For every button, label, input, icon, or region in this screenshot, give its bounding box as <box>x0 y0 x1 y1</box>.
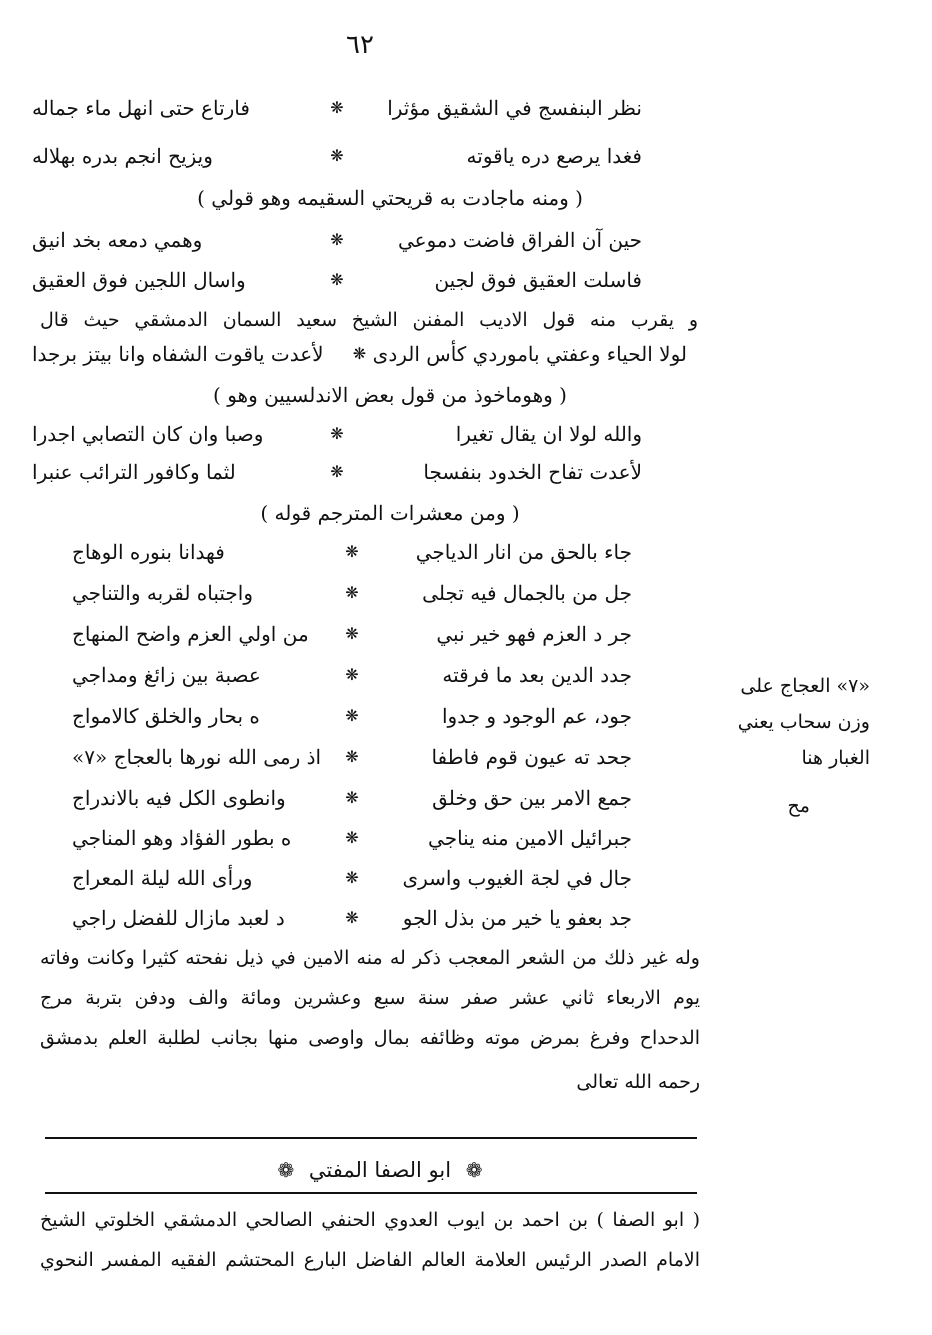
verse-separator: ❋ <box>345 788 359 807</box>
page-number: ٦٢ <box>346 30 374 60</box>
hemistich-first: لأعدت تفاح الخدود بنفسجا <box>423 460 642 484</box>
verse-separator: ❋ <box>330 424 344 443</box>
hemistich-second: ورأى الله ليلة المعراج <box>72 866 253 890</box>
section-title <box>180 1150 580 1190</box>
prose-line: رحمه الله تعالى <box>576 1071 700 1093</box>
verse-separator: ❋ <box>330 462 344 481</box>
verse-line <box>72 614 632 654</box>
verse-line <box>32 334 687 374</box>
verse-line <box>32 260 642 300</box>
divider-rule <box>45 1192 697 1194</box>
verse-line <box>72 532 632 572</box>
hemistich-first: جد بعفو يا خير من بذل الجو <box>402 906 632 930</box>
hemistich-second: لأعدت ياقوت الشفاه وانا بيتز برجدا <box>32 342 324 366</box>
hemistich-second: وهمي دمعه بخد انيق <box>32 228 203 252</box>
hemistich-first: لولا الحياء وعفتي باموردي كأس الردى <box>372 342 687 366</box>
section-heading: ( ومنه ماجادت به قريحتي السقيمه وهو قولي ) <box>197 186 583 210</box>
verse-separator: ❋ <box>345 908 359 927</box>
hemistich-first: جل من بالجمال فيه تجلى <box>422 581 632 605</box>
prose-line: يوم الاربعاء ثاني عشر صفر سنة سبع وعشرين ومائة والف ودفن بتربة مرج <box>40 987 700 1009</box>
verse-line <box>72 655 632 695</box>
verse-separator: ❋ <box>345 665 359 684</box>
verse-line <box>32 88 642 128</box>
margin-note <box>725 668 870 824</box>
hemistich-second: اذ رمى الله نورها بالعجاج «٧» <box>72 745 322 769</box>
hemistich-second: ه بحار والخلق كالامواج <box>72 704 260 728</box>
hemistich-first: جال في لجة الغيوب واسرى <box>402 866 632 890</box>
verse-line <box>32 220 642 260</box>
verse-separator: ❋ <box>330 230 344 249</box>
margin-note-line: الغبار هنا <box>801 747 870 769</box>
verse-separator: ❋ <box>330 98 344 117</box>
verse-separator: ❋ <box>345 706 359 725</box>
margin-note-line: وزن سحاب يعني <box>737 711 870 733</box>
prose-line: الامام الصدر الرئيس العلامة العالم الفاضل البارع المحتشم الفقيه المفسر النحوي <box>40 1249 700 1271</box>
section-heading: ( وهوماخوذ من قول بعض الاندلسيين وهو ) <box>213 383 567 407</box>
hemistich-second: واجتباه لقربه والتناجي <box>72 581 253 605</box>
prose-line: وله غير ذلك من الشعر المعجب ذكر له منه الامين في ذيل نفحته كثيرا وكانت وفاته <box>40 947 700 969</box>
hemistich-second: وصبا وان كان التصابي اجدرا <box>32 422 264 446</box>
hemistich-second: د لعبد مازال للفضل راجي <box>72 906 285 930</box>
section-title-text: ابو الصفا المفتي <box>308 1158 452 1182</box>
hemistich-first: جبرائيل الامين منه يناجي <box>428 826 632 850</box>
hemistich-second: فارتاع حتى انهل ماء جماله <box>32 96 250 120</box>
hemistich-first: جمع الامر بين حق وخلق <box>432 786 632 810</box>
ornament-icon: ❁ <box>277 1158 295 1182</box>
verse-separator: ❋ <box>345 542 359 561</box>
verse-separator: ❋ <box>345 624 359 643</box>
prose-line: و يقرب منه قول الاديب المفنن الشيخ سعيد السمان الدمشقي حيث قال <box>40 309 698 331</box>
ornament-icon: ❁ <box>465 1158 483 1182</box>
verse-line <box>32 452 642 492</box>
hemistich-first: حين آن الفراق فاضت دموعي <box>397 228 642 252</box>
hemistich-first: جر د العزم فهو خير نبي <box>436 622 632 646</box>
hemistich-first: فاسلت العقيق فوق لجين <box>434 268 642 292</box>
hemistich-second: ه بطور الفؤاد وهو المناجي <box>72 826 292 850</box>
prose-line: الدحداح وفرغ بمرض موته وظائفه بمال واوصى منها بجانب لطلبة العلم بدمشق <box>40 1027 700 1049</box>
verse-separator: ❋ <box>330 146 344 165</box>
hemistich-first: جود، عم الوجود و جدوا <box>441 704 632 728</box>
verse-line <box>72 858 632 898</box>
hemistich-first: والله لولا ان يقال تغيرا <box>455 422 642 446</box>
hemistich-second: عصبة بين زائغ ومداجي <box>72 663 261 687</box>
margin-note-line: «٧» العجاج على <box>740 675 870 697</box>
hemistich-second: ويزيح انجم بدره بهلاله <box>32 144 213 168</box>
verse-line <box>72 818 632 858</box>
verse-line <box>72 573 632 613</box>
verse-separator: ❋ <box>345 828 359 847</box>
prose-line: ( ابو الصفا ) بن احمد بن ايوب العدوي الحنفي الصالحي الدمشقي الخلوتي الشيخ <box>40 1209 700 1231</box>
verse-line <box>32 414 642 454</box>
hemistich-second: واسال اللجين فوق العقيق <box>32 268 246 292</box>
verse-separator: ❋ <box>345 868 359 887</box>
verse-separator: ❋ <box>330 270 344 289</box>
verse-line <box>72 778 632 818</box>
hemistich-first: جاء بالحق من انار الدياجي <box>415 540 632 564</box>
verse-line <box>72 898 632 938</box>
hemistich-second: لثما وكافور الترائب عنبرا <box>32 460 236 484</box>
verse-line <box>72 696 632 736</box>
verse-separator: ❋ <box>352 344 367 363</box>
hemistich-first: جحد ته عيون قوم فاطفا <box>431 745 632 769</box>
margin-note-signature: مح <box>787 795 810 817</box>
hemistich-second: فهدانا بنوره الوهاج <box>72 540 225 564</box>
hemistich-second: من اولي العزم واضح المنهاج <box>72 622 309 646</box>
section-heading: ( ومن معشرات المترجم قوله ) <box>260 501 520 525</box>
hemistich-second: وانطوى الكل فيه بالاندراج <box>72 786 286 810</box>
verse-separator: ❋ <box>345 583 359 602</box>
hemistich-first: جدد الدين بعد ما فرقته <box>442 663 632 687</box>
verse-line <box>72 737 632 777</box>
verse-line <box>32 136 642 176</box>
verse-separator: ❋ <box>345 747 359 766</box>
hemistich-first: نظر البنفسج في الشقيق مؤثرا <box>387 96 642 120</box>
hemistich-first: فغدا يرصع دره ياقوته <box>466 144 642 168</box>
divider-rule <box>45 1137 697 1139</box>
